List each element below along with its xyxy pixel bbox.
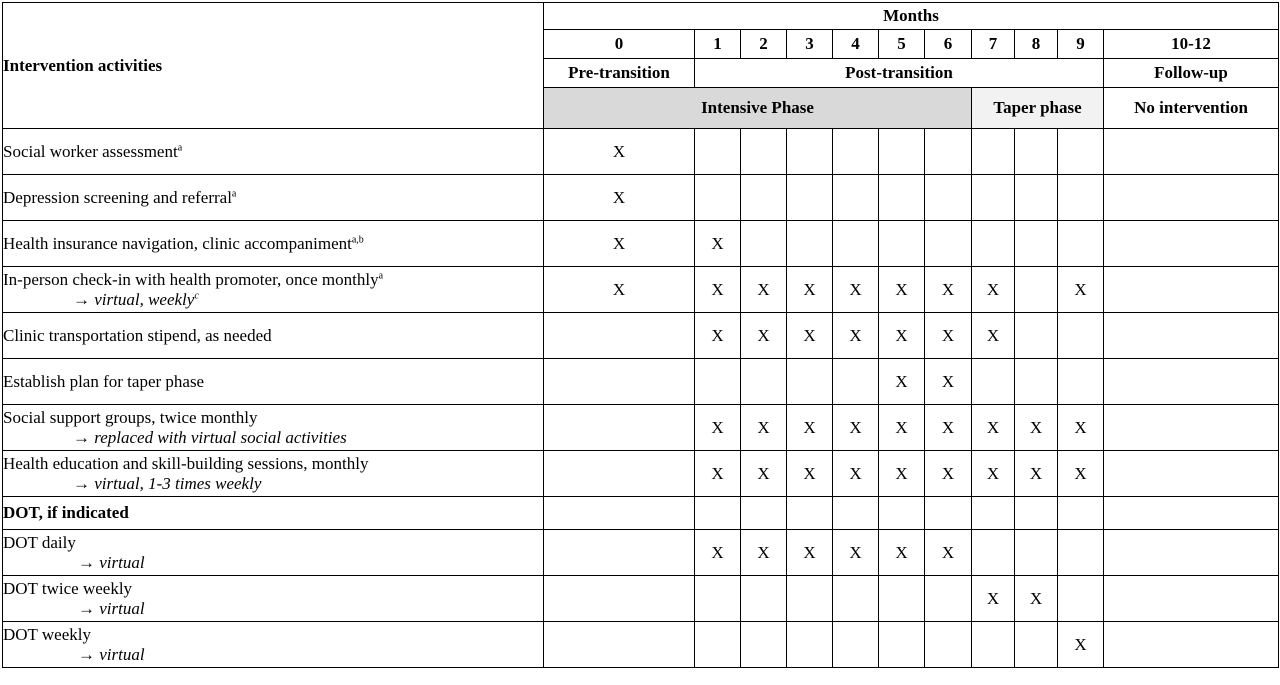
schedule-cell: X [1058,405,1104,451]
schedule-cell [879,622,925,668]
activity-row [3,175,1279,221]
schedule-cell [879,175,925,221]
schedule-cell: X [544,267,695,313]
schedule-cell: X [833,530,879,576]
activity-cell [3,221,544,267]
schedule-cell: X [925,313,972,359]
footnote-marker: c [194,289,199,301]
schedule-cell: X [695,267,741,313]
activity-modification [3,428,543,448]
schedule-cell [741,129,787,175]
schedule-cell [544,497,695,530]
schedule-cell: X [787,267,833,313]
activity-cell [3,451,544,497]
modification-text: → virtual, 1-3 times weekly [73,473,262,493]
activity-modification [3,599,543,619]
schedule-cell [972,530,1015,576]
schedule-cell [1104,451,1279,497]
schedule-cell [833,576,879,622]
schedule-cell [972,129,1015,175]
modification-text: → virtual [78,552,145,572]
schedule-cell [833,622,879,668]
schedule-cell [925,622,972,668]
schedule-cell [972,622,1015,668]
schedule-cell [544,359,695,405]
schedule-cell: X [833,451,879,497]
schedule-cell [1104,497,1279,530]
schedule-cell: X [972,451,1015,497]
schedule-cell [833,497,879,530]
schedule-cell: X [544,221,695,267]
activity-cell [3,405,544,451]
intervention-schedule-table [2,2,1279,668]
schedule-cell [787,576,833,622]
activity-row [3,497,1279,530]
footnote-marker: a,b [351,233,364,245]
schedule-cell: X [879,359,925,405]
schedule-cell [925,175,972,221]
modification-text: → replaced with virtual social activities [73,427,347,447]
schedule-cell [1058,129,1104,175]
schedule-cell [787,129,833,175]
schedule-cell [787,497,833,530]
intensive-phase-header: Intensive Phase [544,88,972,129]
schedule-cell [695,359,741,405]
schedule-cell [1104,221,1279,267]
schedule-cell [1015,622,1058,668]
month-number: 10-12 [1104,30,1279,59]
schedule-cell: X [925,530,972,576]
schedule-cell [787,622,833,668]
activity-modification [3,474,543,494]
follow-up-header: Follow-up [1104,59,1279,88]
schedule-cell [833,221,879,267]
schedule-cell: X [741,451,787,497]
schedule-cell [833,359,879,405]
schedule-cell: X [925,405,972,451]
modification-text: → virtual [78,644,145,664]
schedule-cell: X [741,405,787,451]
schedule-cell [833,129,879,175]
months-header: Months [544,3,1279,30]
activity-cell [3,129,544,175]
schedule-cell: X [879,451,925,497]
taper-phase-header: Taper phase [972,88,1104,129]
schedule-cell [925,129,972,175]
pre-transition-header: Pre-transition [544,59,695,88]
schedule-cell: X [741,267,787,313]
activity-label: In-person check-in with health promoter, once monthly [3,269,379,289]
activity-cell [3,267,544,313]
schedule-cell [695,497,741,530]
activity-row [3,622,1279,668]
activity-label: Depression screening and referral [3,187,232,207]
schedule-cell [1058,313,1104,359]
schedule-cell [787,221,833,267]
activity-row [3,451,1279,497]
activity-modification [3,290,543,310]
schedule-cell [741,576,787,622]
activities-header: Intervention activities [3,3,544,129]
schedule-cell [741,359,787,405]
schedule-cell [1015,497,1058,530]
schedule-cell [1015,530,1058,576]
schedule-cell [544,405,695,451]
activity-row [3,405,1279,451]
activity-cell [3,313,544,359]
schedule-cell: X [787,405,833,451]
schedule-cell [833,175,879,221]
schedule-cell [695,129,741,175]
schedule-cell: X [879,405,925,451]
schedule-cell [1058,175,1104,221]
month-number: 3 [787,30,833,59]
schedule-cell [1015,175,1058,221]
schedule-cell [1104,576,1279,622]
schedule-cell [879,497,925,530]
schedule-cell [972,175,1015,221]
schedule-cell [925,497,972,530]
schedule-cell [879,221,925,267]
schedule-body [3,129,1279,668]
schedule-cell [787,359,833,405]
modification-text: → virtual [78,598,145,618]
activity-cell [3,175,544,221]
schedule-cell [1104,530,1279,576]
activity-row [3,129,1279,175]
schedule-cell [1015,129,1058,175]
schedule-cell: X [972,267,1015,313]
schedule-cell [1015,359,1058,405]
schedule-cell [1104,405,1279,451]
activity-label: Social support groups, twice monthly [3,407,258,427]
schedule-cell [972,359,1015,405]
activity-label: DOT daily [3,532,76,552]
month-number: 2 [741,30,787,59]
schedule-cell [1015,267,1058,313]
activity-cell [3,359,544,405]
schedule-cell [1058,497,1104,530]
activity-cell [3,530,544,576]
schedule-cell [1104,622,1279,668]
activity-label: DOT weekly [3,624,91,644]
schedule-cell: X [1058,267,1104,313]
schedule-cell [544,313,695,359]
month-number: 7 [972,30,1015,59]
schedule-cell: X [544,175,695,221]
schedule-cell: X [741,313,787,359]
month-number: 6 [925,30,972,59]
schedule-cell [741,497,787,530]
activity-cell [3,497,544,530]
schedule-cell [695,622,741,668]
schedule-cell [787,175,833,221]
activity-row [3,359,1279,405]
schedule-cell: X [1015,576,1058,622]
schedule-cell: X [833,267,879,313]
schedule-cell [879,576,925,622]
activity-row [3,576,1279,622]
schedule-cell [1058,530,1104,576]
schedule-cell: X [879,530,925,576]
schedule-cell [1104,267,1279,313]
month-number: 4 [833,30,879,59]
activity-label: DOT twice weekly [3,578,133,598]
schedule-cell [1104,129,1279,175]
schedule-cell [925,576,972,622]
schedule-cell [741,175,787,221]
schedule-cell: X [695,530,741,576]
schedule-cell: X [787,313,833,359]
schedule-cell: X [741,530,787,576]
schedule-cell [741,221,787,267]
activity-label: DOT, if indicated [3,503,129,522]
activity-modification [3,645,543,665]
schedule-cell [544,622,695,668]
month-number: 0 [544,30,695,59]
activity-row [3,530,1279,576]
schedule-cell: X [833,405,879,451]
no-intervention-header: No intervention [1104,88,1279,129]
schedule-cell: X [925,267,972,313]
post-transition-header: Post-transition [695,59,1104,88]
schedule-cell: X [925,359,972,405]
footnote-marker: a [231,187,237,199]
schedule-cell [925,221,972,267]
schedule-cell [544,530,695,576]
schedule-cell: X [695,221,741,267]
schedule-cell [1104,359,1279,405]
footnote-marker: a [177,141,183,153]
schedule-cell [695,576,741,622]
schedule-cell [1104,313,1279,359]
schedule-cell [544,451,695,497]
schedule-cell: X [1015,405,1058,451]
schedule-cell: X [879,313,925,359]
schedule-cell: X [879,267,925,313]
schedule-cell [1104,175,1279,221]
activity-row [3,267,1279,313]
schedule-cell: X [787,451,833,497]
schedule-cell: X [972,576,1015,622]
activity-cell [3,576,544,622]
activity-label: Health education and skill-building sessions, monthly [3,453,369,473]
schedule-cell: X [1015,451,1058,497]
schedule-cell: X [925,451,972,497]
schedule-cell [544,576,695,622]
activity-label: Clinic transportation stipend, as needed [3,325,272,345]
activity-row [3,313,1279,359]
schedule-cell: X [787,530,833,576]
schedule-cell: X [695,451,741,497]
schedule-cell: X [544,129,695,175]
activity-label: Establish plan for taper phase [3,371,205,391]
activity-label: Health insurance navigation, clinic accompaniment [3,233,352,253]
schedule-cell [879,129,925,175]
schedule-cell: X [972,405,1015,451]
activity-row [3,221,1279,267]
schedule-cell [1058,221,1104,267]
schedule-cell [1058,576,1104,622]
month-number: 5 [879,30,925,59]
schedule-cell: X [972,313,1015,359]
activity-label: Social worker assessment [3,141,178,161]
footnote-marker: a [378,269,384,281]
activity-modification [3,553,543,573]
schedule-cell: X [695,313,741,359]
schedule-cell [741,622,787,668]
schedule-cell: X [695,405,741,451]
modification-text: → virtual, weekly [73,289,195,309]
schedule-cell [972,221,1015,267]
month-number: 8 [1015,30,1058,59]
month-number: 1 [695,30,741,59]
month-number: 9 [1058,30,1104,59]
schedule-cell: X [833,313,879,359]
schedule-cell [1058,359,1104,405]
schedule-cell: X [1058,451,1104,497]
schedule-cell [695,175,741,221]
schedule-cell [972,497,1015,530]
schedule-cell: X [1058,622,1104,668]
schedule-cell [1015,221,1058,267]
activity-cell [3,622,544,668]
schedule-cell [1015,313,1058,359]
